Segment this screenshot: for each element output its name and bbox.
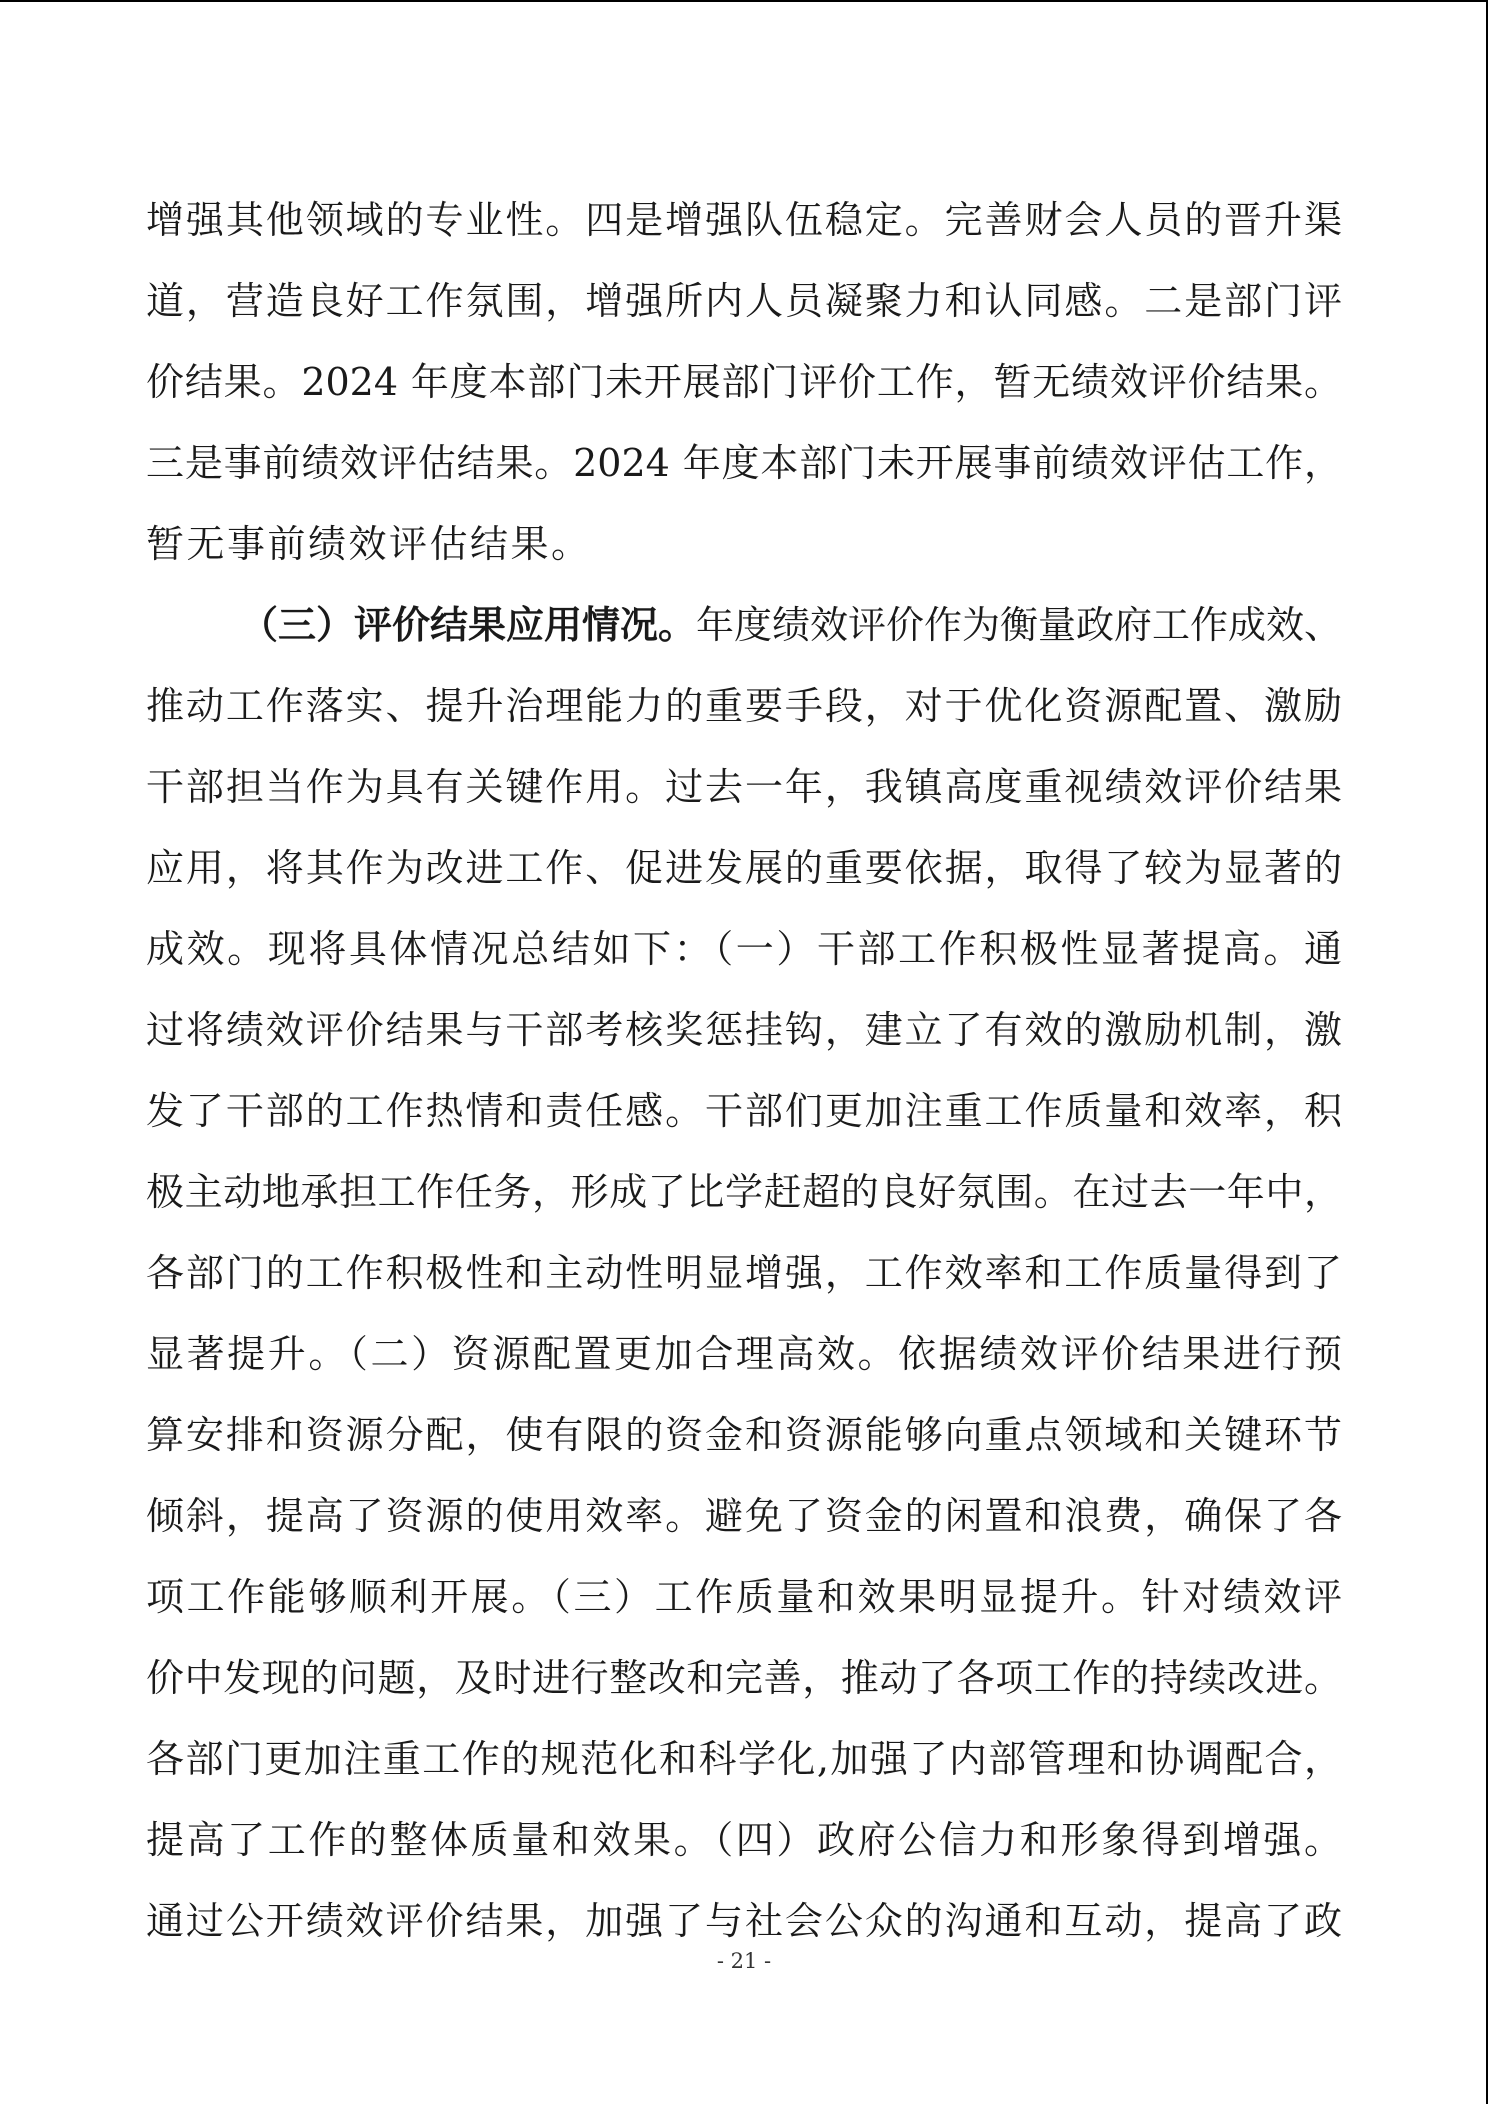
- body-text-line: 各部门的工作积极性和主动性明显增强，工作效率和工作质量得到了: [146, 1251, 1342, 1295]
- body-text-line: 推动工作落实、提升治理能力的重要手段，对于优化资源配置、激励: [146, 684, 1342, 728]
- section-heading: （三）评价结果应用情况。: [240, 603, 697, 647]
- page-border-top: [0, 0, 1488, 2]
- body-text-line: 过将绩效评价结果与干部考核奖惩挂钩，建立了有效的激励机制，激: [146, 1008, 1342, 1052]
- body-text-line: 显著提升。（二）资源配置更加合理高效。依据绩效评价结果进行预: [146, 1332, 1342, 1376]
- body-text: 年度绩效评价作为衡量政府工作成效、: [696, 603, 1343, 647]
- body-text-line: 成效。现将具体情况总结如下：（一）干部工作积极性显著提高。通: [146, 927, 1342, 971]
- body-text-line: 价结果。2024 年度本部门未开展部门评价工作，暂无绩效评价结果。: [146, 360, 1342, 404]
- body-text-line: 提高了工作的整体质量和效果。（四）政府公信力和形象得到增强。: [146, 1818, 1342, 1862]
- body-text-line: 道，营造良好工作氛围，增强所内人员凝聚力和认同感。二是部门评: [146, 279, 1342, 323]
- body-text-line: 三是事前绩效评估结果。2024 年度本部门未开展事前绩效评估工作，: [146, 441, 1342, 485]
- body-text-line: 倾斜，提高了资源的使用效率。避免了资金的闲置和浪费，确保了各: [146, 1494, 1342, 1538]
- body-text-line: 干部担当作为具有关键作用。过去一年，我镇高度重视绩效评价结果: [146, 765, 1342, 809]
- body-text-line: 应用，将其作为改进工作、促进发展的重要依据，取得了较为显著的: [146, 846, 1342, 890]
- body-text-line: 价中发现的问题，及时进行整改和完善，推动了各项工作的持续改进。: [146, 1656, 1342, 1700]
- body-text-line: 增强其他领域的专业性。四是增强队伍稳定。完善财会人员的晋升渠: [146, 198, 1342, 242]
- body-text-line: 发了干部的工作热情和责任感。干部们更加注重工作质量和效率，积: [146, 1089, 1342, 1133]
- body-text-line: 各部门更加注重工作的规范化和科学化,加强了内部管理和协调配合，: [146, 1737, 1342, 1781]
- section-heading-line: [240, 595, 1342, 655]
- body-text-line: 通过公开绩效评价结果，加强了与社会公众的沟通和互动，提高了政: [146, 1899, 1342, 1943]
- body-text-line: 算安排和资源分配，使有限的资金和资源能够向重点领域和关键环节: [146, 1413, 1342, 1457]
- page-number: - 21 -: [716, 1949, 772, 1973]
- body-text-line: 极主动地承担工作任务，形成了比学赶超的良好氛围。在过去一年中，: [146, 1170, 1342, 1214]
- body-text-line: 暂无事前绩效评估结果。: [146, 522, 592, 566]
- body-text-line: 项工作能够顺利开展。（三）工作质量和效果明显提升。针对绩效评: [146, 1575, 1342, 1619]
